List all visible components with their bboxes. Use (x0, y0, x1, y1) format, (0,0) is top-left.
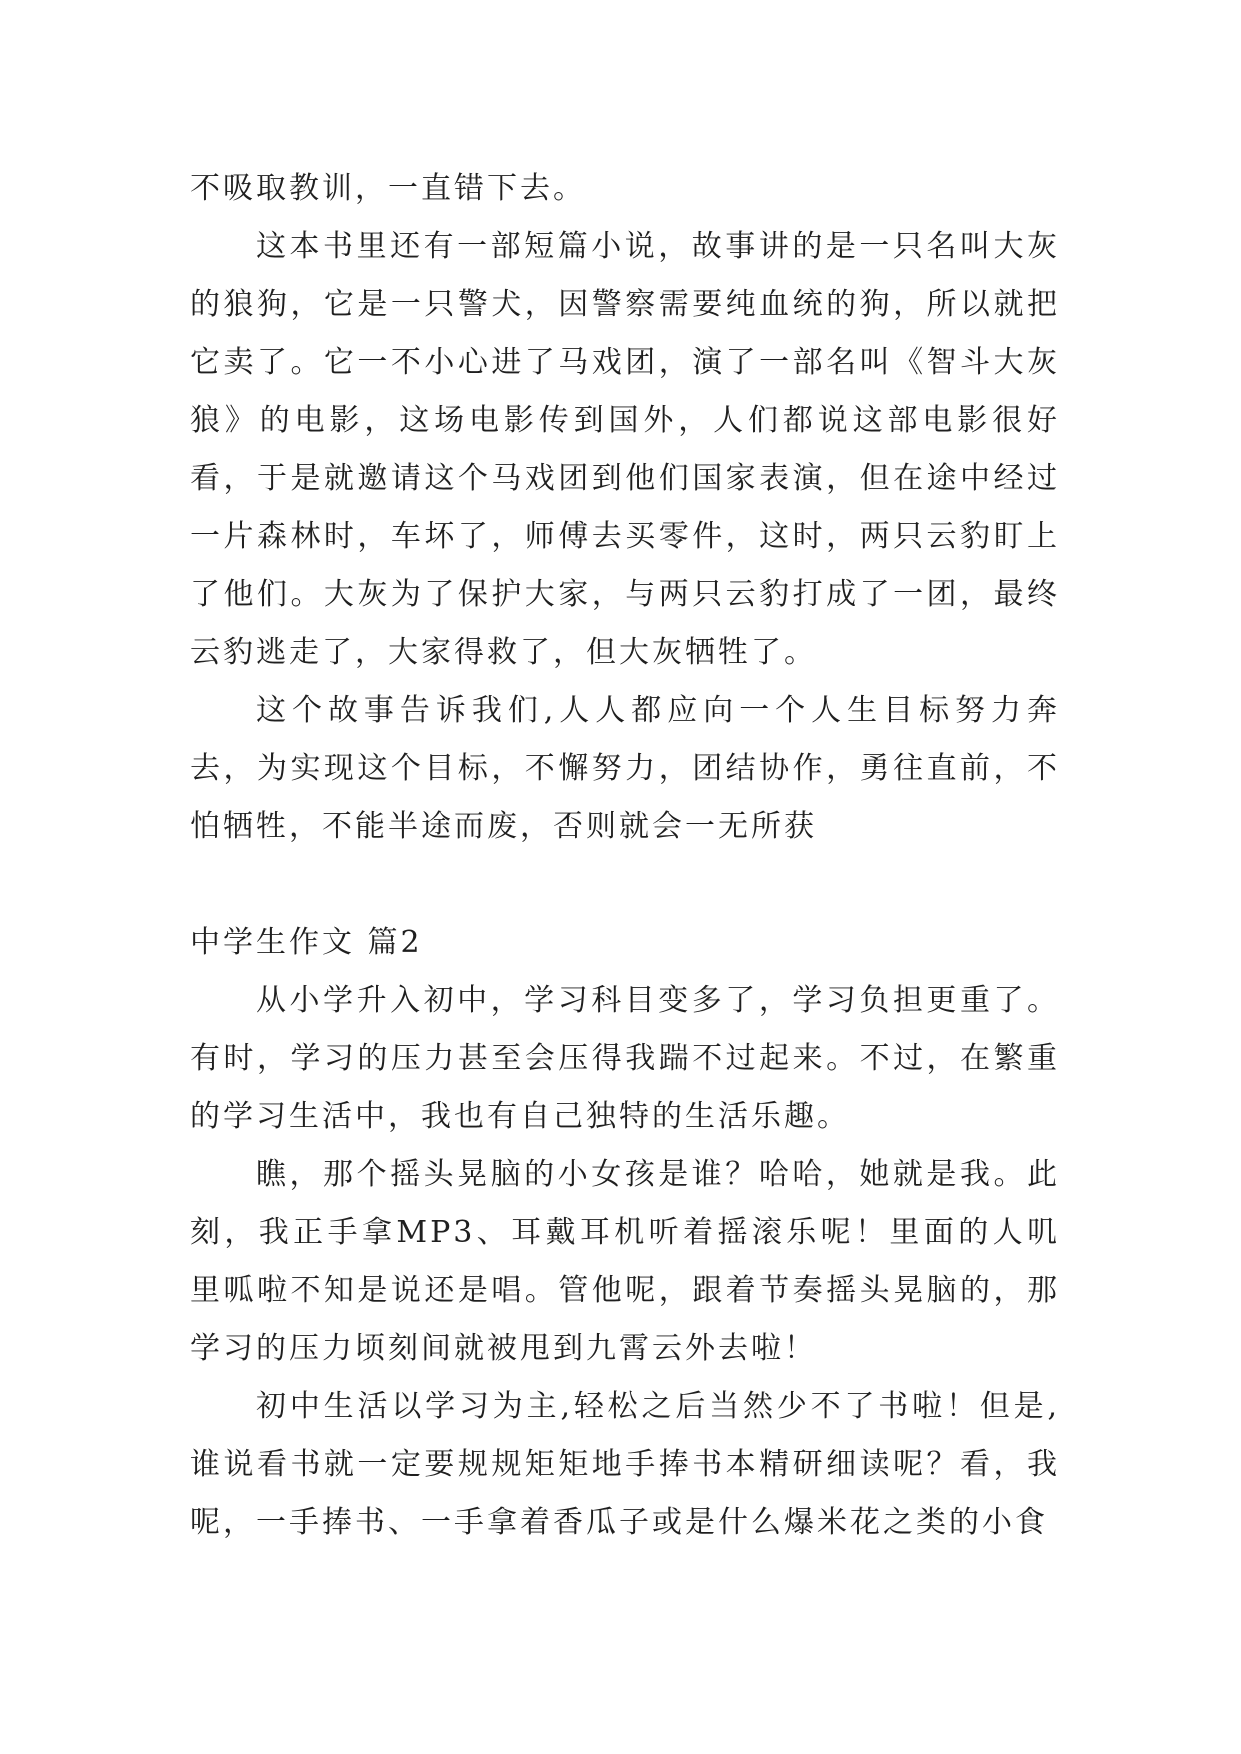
paragraph-music-fun: 瞧，那个摇头晃脑的小女孩是谁？哈哈，她就是我。此刻，我正手拿MP3、耳戴耳机听着摇滚乐呢！里面的人叽里呱啦不知是说还是唱。管他呢，跟着节奏摇头晃脑的，那学习的压力顷刻间就被甩到九霄云外去啦！ (190, 1157, 1060, 1366)
paragraph-dog-story: 这本书里还有一部短篇小说，故事讲的是一只名叫大灰的狼狗，它是一只警犬，因警察需要纯血统的狗，所以就把它卖了。它一不小心进了马戏团，演了一部名叫《智斗大灰狼》的电影，这场电影传到国外，人们都说这部电影很好看，于是就邀请这个马戏团到他们国家表演，但在途中经过一片森林时，车坏了，师傅去买零件，这时，两只云豹盯上了他们。大灰为了保护大家，与两只云豹打成了一团，最终云豹逃走了，大家得救了，但大灰牺牲了。 (190, 229, 1060, 670)
section-heading: 中学生作文 篇2 (190, 925, 423, 960)
paragraph-middle-school-intro: 从小学升入初中，学习科目变多了，学习负担更重了。有时，学习的压力甚至会压得我踹不过起来。不过，在繁重的学习生活中，我也有自己独特的生活乐趣。 (190, 983, 1060, 1134)
paragraph-story-moral: 这个故事告诉我们,人人都应向一个人生目标努力奔去，为实现这个目标，不懈努力，团结协作，勇往直前，不怕牺牲，不能半途而废，否则就会一无所获 (190, 693, 1060, 844)
paragraph-reading-fun: 初中生活以学习为主,轻松之后当然少不了书啦！但是,谁说看书就一定要规规矩矩地手捧书本精研细读呢？看，我呢，一手捧书、一手拿着香瓜子或是什么爆米花之类的小食 (190, 1389, 1060, 1540)
paragraph-continuation: 不吸取教训，一直错下去。 (190, 171, 586, 206)
document-body (190, 160, 1060, 1552)
